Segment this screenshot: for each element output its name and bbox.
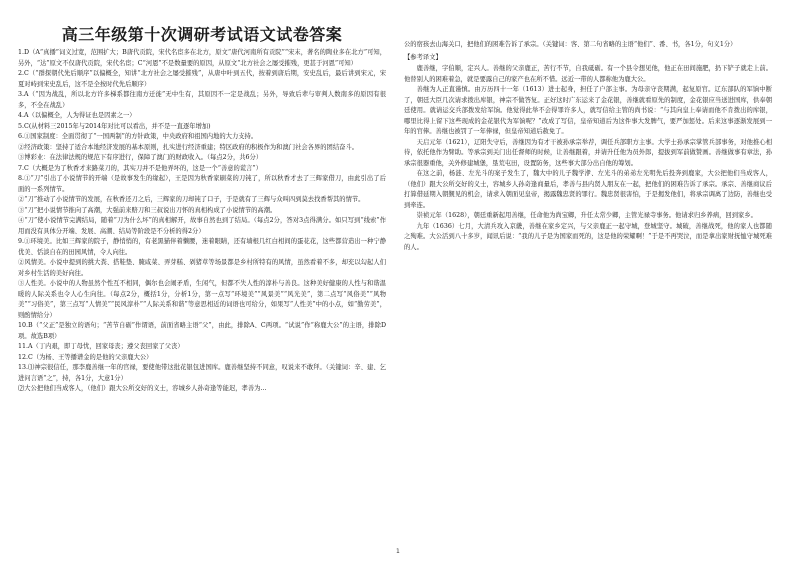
- document-title: 高三年级第十次调研考试语文试卷答案: [61, 25, 343, 44]
- answer-paragraph: ⑵大公把他们当成客人，（他们）跟大公所交好的义士，容城乡人孙奇逢等能迟，孝善为...: [18, 385, 267, 392]
- translation-paragraph: 鹿善继，字伯顺，定兴人。善继的父亲鹿正，苦行不节，自我砥砺。有一个县令想见他，他正在田间施肥，扔下铲子就走上前。他替别人的困难着急，就是要露自己的家产也在所不惜。远近一带的人都称他为鹿大公。: [404, 65, 772, 83]
- answer-paragraph: 9.①环境美。比如三辉家的院子，静悄悄的，有老黑猫伴着懒腰，迷着眼睛，还有墙根几红白相间的蛋花花，这些都营造出一种宁静优美、恬淡自在的田园风情，令人向往。: [18, 238, 386, 256]
- answer-paragraph: 2.C（“群探朝代先后顺序”以偏概全，知讲“北方社会之屡受摧残”，从唐中叶到五代，按着到唐后期，安史乱后，最后讲到宋元，宋夏对峙到宋史乱后，这不是全按时代先后顺序）: [18, 70, 386, 88]
- section-heading: 【参考译文】: [404, 53, 442, 61]
- answer-paragraph: ②经济政策：坚持了适合本地经济发展的基本原则，扎实进行经济重建；特区政府的积极作为和澳门社会各界的团结奋斗。: [18, 143, 359, 151]
- answer-paragraph: 7.C（大概是为了秋香才来路菜刀的，其实刀并不是他弄坏的，这是一个“善意的谎言”）: [18, 164, 262, 172]
- answer-paragraph: ③博彩业：在法律法规的规范下有序进行，保障了澳门的财政收入。（每点2分，共6分）: [18, 154, 263, 161]
- translation-paragraph: 在这之前，杨涟、左光斗的案子发生了，魏大中的儿子魏学洢、左光斗的弟弟左光明先后投奔到鹿家，大公把他们当成客人，（他们）跟大公所交好的义士，容城乡人孙奇逢商量后，孝善与县内贤人朋友在一起，把他们的困难告诉了承宗。承宗、善继商议后打算借延期入朝觐见的机会，请求入朝面见皇帝，揭露魏忠贤的罪行。魏忠贤很害怕，于是揭发他们，将承宗调离了边防，善继也受到牵连。: [404, 170, 772, 209]
- answer-paragraph: 1.D（A“真播”词义过宽，范围扩大；B唐代贡院，宋代名宦多在北方，原文“唐代河南所有贡院”“宋末，著名的陶业多在北方”可知，另外，“达”原文不仅唐代贡院，宋代名宦；C“河恩”不是数量要的原因，从原文“北方社会之屡受摧残，更甚于河恩”可知）: [18, 49, 386, 67]
- answer-paragraph: 11.A（丁内艰，即丁母忧，回家母丧；遵父丧回家了父丧）: [18, 343, 184, 350]
- translation-paragraph: 天启元年（1621），辽阳失守后，善继因为有才干被孙承宗举荐，调任兵部职方主事。大学士孙承宗掌管兵部事务，对他推心相待，依托他作为臂助。等承宗到关门出任督师的时候，让善继跟着，并请升任他为员外郎，提拔到军前做赞画。善继做事有章法，孙承宗很器重他，关外修建城堡，垦荒屯田，设置防务，这些事大部分出自他的筹划。: [404, 138, 772, 167]
- answer-paragraph: 12.C（为杨、王等播谱金的是他的父亲鹿大公）: [18, 353, 153, 361]
- translation-paragraph: 九年（1636）七月，大清兵攻入京畿，善继在家乡定兴，与父亲鹿正一起守城，登城坚守。城破，善继战死，他的家人也都随之殉难。大公活到八十多岁，闻讯后说：“我的儿子是为国家而死的，这是他的荣耀啊！”于是不再哭泣，而是拿出家财抚恤守城死难的人。: [404, 222, 772, 251]
- answer-paragraph: ③人性美。小说中的人物虽然个性互不相同，偶尔也会闹矛盾，生闲气，但都不失人性的淳朴与善良。这种美好健康的人性与和谐温暖的人际关系也令人心生向往。（每点2分，概括1分，分析1分，第一点写“环境美”“风景美”“风光美”，第二点写“风俗美”“风物美”“习俗美”，第三点写“人情美”“民风淳朴”“人际关系和谐”等意思相近的词语也可给分，如果写“人性美”中的小点，如“勤劳美”，则酌情给分）: [18, 280, 386, 319]
- answer-paragraph: 4.A（以偏概全，人为得证也是因素之一）: [18, 112, 136, 119]
- answer-paragraph: ④“刀”使小说情节完满结局，随着“刀为什么坏”的真相解开，故事自然也到了结局。（每点2分，答对3点得满分。如只写到“线索”作用而没有具体分开端、发展、高潮、结局等阶段是不分析的得2分）: [18, 217, 386, 235]
- answer-paragraph: 10.B（“父正”是独立的语句；“苦节自砺”作谓语，前面省略主语“父”，由此，排除A、C两项。“试说”作“称鹿大公”的主语，排除D项。故选B项）: [18, 322, 386, 340]
- answer-paragraph: 8.①“刀”引出了小说情节的开端（是故事发生的缘起），王是因为秋香家刷菜的刀钝了，所以秋香才去了三辉家借刀，由此引出了后面的一系列情节。: [18, 175, 386, 193]
- right-column: [404, 40, 772, 253]
- answer-paragraph: 13.⑴神宗很信任，那李鹿善继一年的官禄，要使他带这批花银包进国库。鹿善继坚持不同意，叹说来不敢拜。（关键词：辛、建、乞进问言语“之”，持，各1分，大意1分）: [18, 364, 386, 382]
- left-column: [18, 48, 386, 395]
- answer-paragraph: ②风情美。小说中提到的挑大粪、搭鞋垫、腌咸菜、弄芽糕、剁猪草等场景都是乡村所特有的风情，虽然看着不多，却充以勾起人们对乡村生活的美好向往。: [18, 259, 386, 277]
- translation-paragraph: 崇祯元年（1628），朝廷重新起用善继，任命他为尚宝卿，升任太常少卿，主管光禄寺事务。他请求归乡养病，回到家乡。: [416, 212, 757, 219]
- answer-paragraph: ③“刀”把小说情节推向了高潮，大强前来赔刀和三叔说出刀怀的真相构成了小说情节的高潮。: [18, 206, 277, 214]
- translation-paragraph: 善继为人正直谨慎。由万历四十一年（1613）进士起身，担任了户部主事。为母亲守丧期满，起复原官。辽东部队的军饷中断了，朝廷大臣几次请求拨出库银，神宗不做答复。正好这时广东运来了金花银，善继就看原先的制度，金花银应当送进国库，供奉朝廷使用。就请运交兵部拨发给军饷。他觉得此举不会得罪许多人，就写信给主管的尚书说：“与其向皇上奉请而他不肯拨出的库银，哪里比得上留下这些现成的金花银代为军饷呢？”改成了写信，皇帝知道后为这件事大发脾气，要严加惩处。后来这事逐渐发展到一年的官俸。善继也被罚了一年俸禄，但皇帝知道后赦免了。: [404, 86, 772, 135]
- answer-paragraph: 3.A（“因为战乱，所以北方许多梯系都往南方迁徙”无中生有，其原因不一定是战乱；另外，导致后辈与审判人数南多的原因有很多，不全在战乱）: [18, 91, 386, 109]
- answer-paragraph: ②“刀”推动了小说情节的发展，在秋香还刀之后，三辉家的刀却钝了口子，于是就有了三辉与众叫四到莫去找香帮其的情节。: [18, 196, 365, 203]
- page-number: 1: [396, 548, 400, 555]
- answer-paragraph: 公的宿孩去山海关口，把他们的困难告诉了承宗。（关键词：客、第二句省略的主语“他们”、番、书，各1分，句义1分）: [404, 41, 737, 48]
- answer-paragraph: 5.C(从材料三2015年与2014年对比可以看出，并不是一直逐年增加): [18, 122, 211, 130]
- answer-paragraph: 6.①国家制度：全面贯彻了“一国两制”的方针政策，中央政府和祖国内地的大力支持。: [18, 133, 258, 140]
